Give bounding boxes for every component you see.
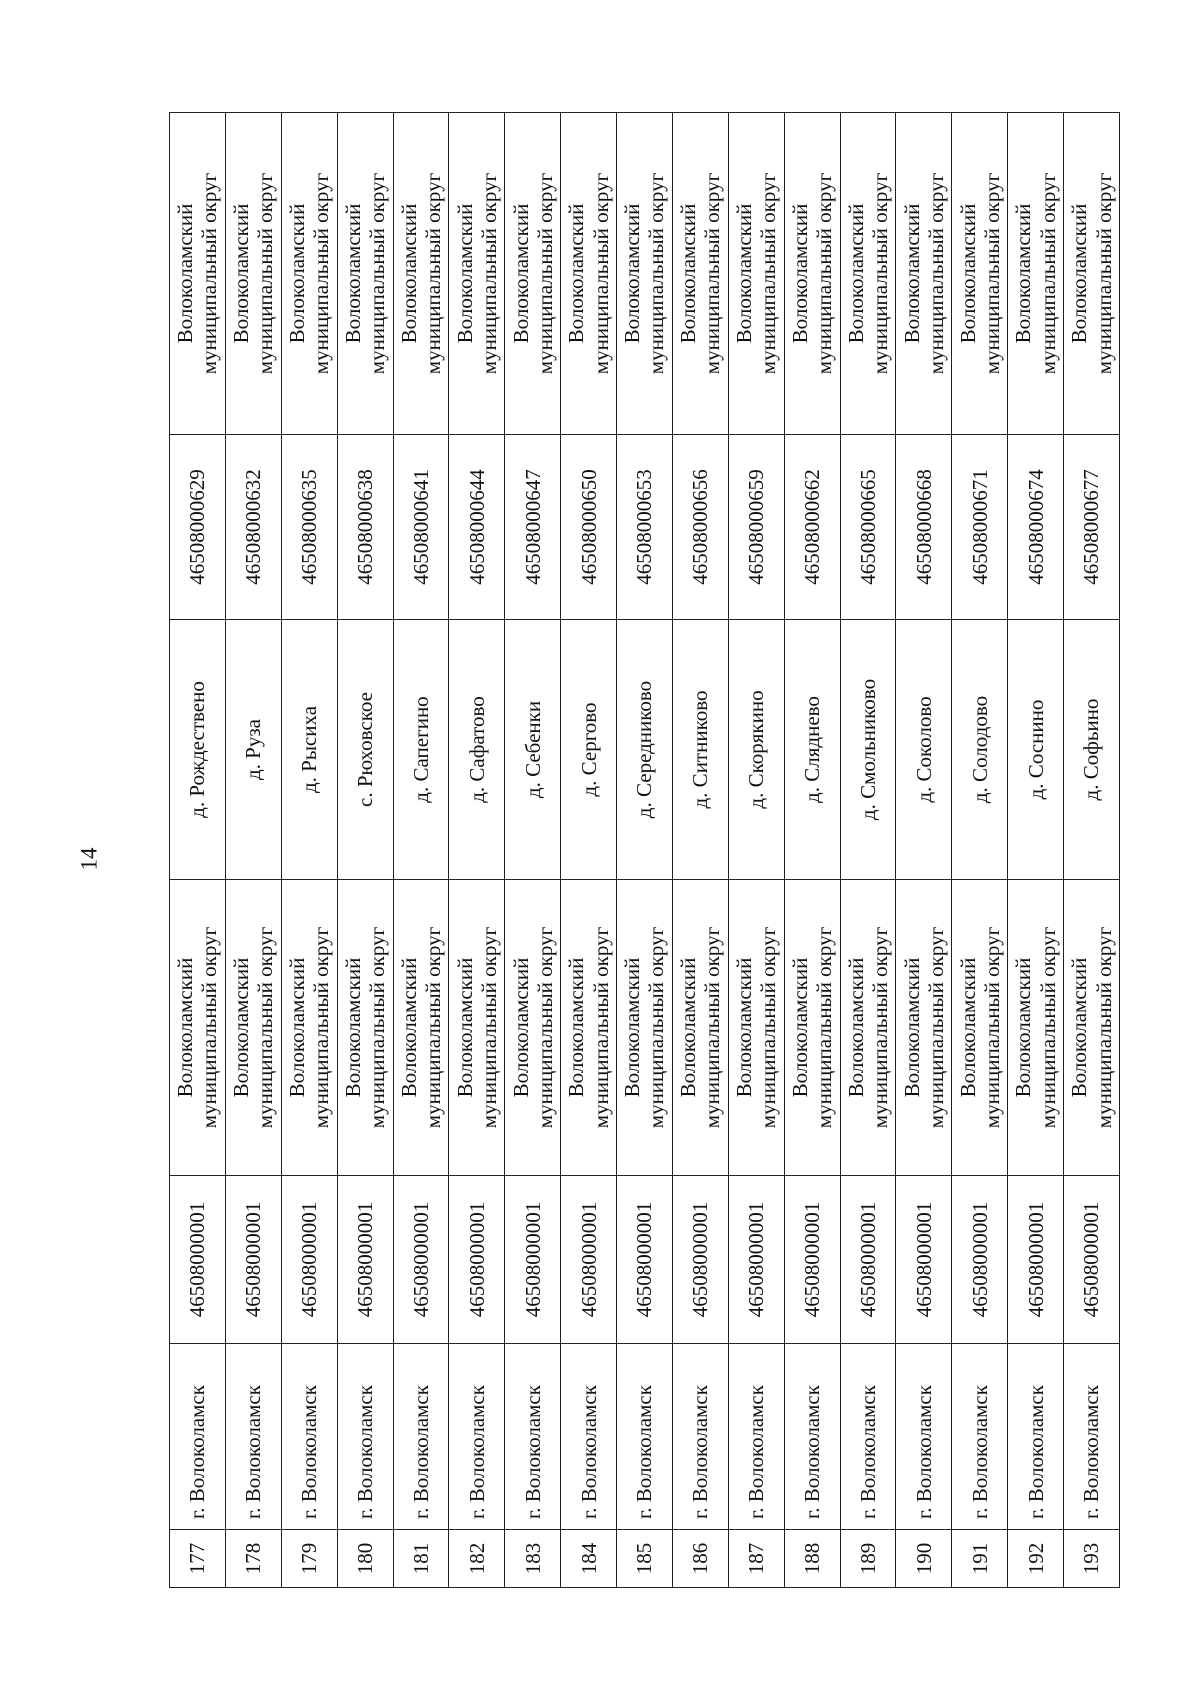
table-row bbox=[393, 113, 449, 1588]
city-code-cell: 46508000001 bbox=[952, 1176, 1008, 1344]
city-municipality-cell bbox=[617, 880, 673, 1176]
city-cell: г. Волоколамск bbox=[170, 1344, 226, 1530]
settlement-code-cell: 46508000632 bbox=[225, 435, 281, 620]
settlement-municipality-line: муниципальный округ bbox=[979, 172, 1004, 375]
city-code-cell: 46508000001 bbox=[505, 1176, 561, 1344]
row-number-cell: 182 bbox=[449, 1530, 505, 1588]
settlement-municipality-cell bbox=[1008, 113, 1064, 435]
city-municipality-cell bbox=[505, 880, 561, 1176]
settlement-municipality-cell bbox=[337, 113, 393, 435]
city-municipality-line: муниципальный округ bbox=[1091, 926, 1116, 1129]
settlement-municipality-line: муниципальный округ bbox=[476, 172, 501, 375]
city-cell: г. Волоколамск bbox=[1008, 1344, 1064, 1530]
city-municipality-line: муниципальный округ bbox=[309, 926, 334, 1129]
city-municipality-cell bbox=[449, 880, 505, 1176]
settlements-table bbox=[169, 112, 1120, 1588]
table-row bbox=[896, 113, 952, 1588]
settlement-municipality-line: муниципальный округ bbox=[867, 172, 892, 375]
table-row bbox=[617, 113, 673, 1588]
table-row bbox=[952, 113, 1008, 1588]
city-cell: г. Волоколамск bbox=[840, 1344, 896, 1530]
settlement-municipality-line: Волоколамский bbox=[508, 203, 533, 344]
table-body bbox=[170, 113, 1120, 1588]
city-municipality-cell bbox=[393, 880, 449, 1176]
city-municipality-line: Волоколамский bbox=[285, 957, 310, 1098]
city-code-cell: 46508000001 bbox=[728, 1176, 784, 1344]
settlement-cell: д. Соколово bbox=[896, 620, 952, 880]
city-code-cell: 46508000001 bbox=[561, 1176, 617, 1344]
city-code-cell: 46508000001 bbox=[449, 1176, 505, 1344]
settlement-cell: д. Сляднево bbox=[784, 620, 840, 880]
city-municipality-line: муниципальный округ bbox=[1035, 926, 1060, 1129]
row-number-cell: 183 bbox=[505, 1530, 561, 1588]
city-cell: г. Волоколамск bbox=[337, 1344, 393, 1530]
settlement-municipality-cell bbox=[672, 113, 728, 435]
city-municipality-line: Волоколамский bbox=[1011, 957, 1036, 1098]
table-row bbox=[840, 113, 896, 1588]
settlement-cell: д. Солодово bbox=[952, 620, 1008, 880]
settlement-cell: д. Сапегино bbox=[393, 620, 449, 880]
city-municipality-line: Волоколамский bbox=[899, 957, 924, 1098]
row-number-cell: 188 bbox=[784, 1530, 840, 1588]
row-number-cell: 186 bbox=[672, 1530, 728, 1588]
settlement-municipality-cell bbox=[505, 113, 561, 435]
settlement-municipality-line: Волоколамский bbox=[843, 203, 868, 344]
table-row bbox=[449, 113, 505, 1588]
settlement-municipality-line: Волоколамский bbox=[1067, 203, 1092, 344]
city-cell: г. Волоколамск bbox=[672, 1344, 728, 1530]
settlement-municipality-line: муниципальный округ bbox=[700, 172, 725, 375]
table-row bbox=[561, 113, 617, 1588]
city-cell: г. Волоколамск bbox=[225, 1344, 281, 1530]
city-cell: г. Волоколамск bbox=[728, 1344, 784, 1530]
settlement-municipality-cell bbox=[728, 113, 784, 435]
city-municipality-cell bbox=[1064, 880, 1120, 1176]
settlement-code-cell: 46508000677 bbox=[1064, 435, 1120, 620]
settlement-municipality-line: Волоколамский bbox=[564, 203, 589, 344]
table-row bbox=[170, 113, 226, 1588]
settlement-municipality-line: Волоколамский bbox=[396, 203, 421, 344]
settlement-municipality-line: муниципальный округ bbox=[532, 172, 557, 375]
settlement-code-cell: 46508000638 bbox=[337, 435, 393, 620]
settlement-municipality-cell bbox=[393, 113, 449, 435]
city-code-cell: 46508000001 bbox=[281, 1176, 337, 1344]
settlement-code-cell: 46508000671 bbox=[952, 435, 1008, 620]
settlement-municipality-cell bbox=[840, 113, 896, 435]
row-number-cell: 187 bbox=[728, 1530, 784, 1588]
city-municipality-line: муниципальный округ bbox=[812, 926, 837, 1129]
city-municipality-cell bbox=[784, 880, 840, 1176]
table-row bbox=[672, 113, 728, 1588]
settlement-code-cell: 46508000644 bbox=[449, 435, 505, 620]
city-municipality-line: муниципальный округ bbox=[756, 926, 781, 1129]
city-municipality-cell bbox=[337, 880, 393, 1176]
city-municipality-line: Волоколамский bbox=[843, 957, 868, 1098]
row-number-cell: 185 bbox=[617, 1530, 673, 1588]
city-municipality-line: Волоколамский bbox=[173, 957, 198, 1098]
city-cell: г. Волоколамск bbox=[784, 1344, 840, 1530]
city-municipality-line: Волоколамский bbox=[452, 957, 477, 1098]
city-municipality-cell bbox=[952, 880, 1008, 1176]
city-municipality-cell bbox=[672, 880, 728, 1176]
settlement-municipality-line: муниципальный округ bbox=[812, 172, 837, 375]
row-number-cell: 192 bbox=[1008, 1530, 1064, 1588]
row-number-cell: 178 bbox=[225, 1530, 281, 1588]
settlement-municipality-line: муниципальный округ bbox=[365, 172, 390, 375]
city-cell: г. Волоколамск bbox=[449, 1344, 505, 1530]
city-code-cell: 46508000001 bbox=[337, 1176, 393, 1344]
table-row bbox=[1008, 113, 1064, 1588]
city-code-cell: 46508000001 bbox=[225, 1176, 281, 1344]
city-municipality-line: муниципальный округ bbox=[867, 926, 892, 1129]
settlement-cell: д. Ситниково bbox=[672, 620, 728, 880]
city-cell: г. Волоколамск bbox=[617, 1344, 673, 1530]
city-municipality-line: Волоколамский bbox=[1067, 957, 1092, 1098]
row-number-cell: 179 bbox=[281, 1530, 337, 1588]
settlement-code-cell: 46508000668 bbox=[896, 435, 952, 620]
city-municipality-cell bbox=[281, 880, 337, 1176]
city-municipality-line: муниципальный округ bbox=[253, 926, 278, 1129]
settlement-cell: д. Сергово bbox=[561, 620, 617, 880]
city-municipality-line: Волоколамский bbox=[732, 957, 757, 1098]
city-municipality-line: муниципальный округ bbox=[644, 926, 669, 1129]
city-code-cell: 46508000001 bbox=[784, 1176, 840, 1344]
settlement-municipality-line: муниципальный округ bbox=[197, 172, 222, 375]
settlement-municipality-cell bbox=[1064, 113, 1120, 435]
city-cell: г. Волоколамск bbox=[505, 1344, 561, 1530]
row-number-cell: 193 bbox=[1064, 1530, 1120, 1588]
city-code-cell: 46508000001 bbox=[617, 1176, 673, 1344]
settlement-municipality-line: Волоколамский bbox=[787, 203, 812, 344]
city-cell: г. Волоколамск bbox=[896, 1344, 952, 1530]
table-row bbox=[337, 113, 393, 1588]
settlement-municipality-line: муниципальный округ bbox=[1035, 172, 1060, 375]
table-row bbox=[728, 113, 784, 1588]
city-code-cell: 46508000001 bbox=[1064, 1176, 1120, 1344]
city-code-cell: 46508000001 bbox=[840, 1176, 896, 1344]
row-number-cell: 181 bbox=[393, 1530, 449, 1588]
row-number-cell: 184 bbox=[561, 1530, 617, 1588]
settlement-code-cell: 46508000665 bbox=[840, 435, 896, 620]
city-municipality-cell bbox=[225, 880, 281, 1176]
settlement-municipality-cell bbox=[896, 113, 952, 435]
settlement-municipality-cell bbox=[449, 113, 505, 435]
settlement-municipality-line: муниципальный округ bbox=[309, 172, 334, 375]
city-municipality-line: муниципальный округ bbox=[197, 926, 222, 1129]
city-municipality-line: муниципальный округ bbox=[979, 926, 1004, 1129]
city-municipality-line: Волоколамский bbox=[229, 957, 254, 1098]
city-municipality-cell bbox=[561, 880, 617, 1176]
settlement-code-cell: 46508000659 bbox=[728, 435, 784, 620]
city-municipality-line: Волоколамский bbox=[787, 957, 812, 1098]
settlement-municipality-cell bbox=[952, 113, 1008, 435]
settlement-code-cell: 46508000662 bbox=[784, 435, 840, 620]
city-municipality-line: муниципальный округ bbox=[476, 926, 501, 1129]
city-cell: г. Волоколамск bbox=[1064, 1344, 1120, 1530]
settlement-municipality-line: Волоколамский bbox=[340, 203, 365, 344]
settlement-municipality-line: Волоколамский bbox=[173, 203, 198, 344]
row-number-cell: 189 bbox=[840, 1530, 896, 1588]
settlement-municipality-line: муниципальный округ bbox=[588, 172, 613, 375]
city-code-cell: 46508000001 bbox=[1008, 1176, 1064, 1344]
settlement-cell: д. Соснино bbox=[1008, 620, 1064, 880]
settlement-cell: д. Сафатово bbox=[449, 620, 505, 880]
city-municipality-line: Волоколамский bbox=[620, 957, 645, 1098]
settlement-municipality-cell bbox=[281, 113, 337, 435]
settlement-municipality-line: муниципальный округ bbox=[644, 172, 669, 375]
city-code-cell: 46508000001 bbox=[393, 1176, 449, 1344]
settlement-municipality-cell bbox=[617, 113, 673, 435]
settlement-municipality-line: муниципальный округ bbox=[923, 172, 948, 375]
settlement-municipality-line: муниципальный округ bbox=[253, 172, 278, 375]
city-code-cell: 46508000001 bbox=[672, 1176, 728, 1344]
settlement-code-cell: 46508000653 bbox=[617, 435, 673, 620]
city-municipality-line: муниципальный округ bbox=[420, 926, 445, 1129]
settlement-cell: д. Себенки bbox=[505, 620, 561, 880]
settlements-table-container bbox=[169, 113, 1120, 1588]
settlement-municipality-line: Волоколамский bbox=[1011, 203, 1036, 344]
settlement-municipality-cell bbox=[225, 113, 281, 435]
row-number-cell: 177 bbox=[170, 1530, 226, 1588]
city-municipality-cell bbox=[728, 880, 784, 1176]
city-municipality-line: муниципальный округ bbox=[588, 926, 613, 1129]
settlement-municipality-line: Волоколамский bbox=[955, 203, 980, 344]
city-municipality-line: муниципальный округ bbox=[923, 926, 948, 1129]
settlement-code-cell: 46508000656 bbox=[672, 435, 728, 620]
settlement-municipality-line: Волоколамский bbox=[452, 203, 477, 344]
settlement-cell: с. Рюховское bbox=[337, 620, 393, 880]
settlement-municipality-line: Волоколамский bbox=[676, 203, 701, 344]
city-cell: г. Волоколамск bbox=[561, 1344, 617, 1530]
table-row bbox=[1064, 113, 1120, 1588]
table-row bbox=[225, 113, 281, 1588]
city-code-cell: 46508000001 bbox=[896, 1176, 952, 1344]
settlement-municipality-line: муниципальный округ bbox=[756, 172, 781, 375]
settlement-municipality-line: Волоколамский bbox=[229, 203, 254, 344]
city-cell: г. Волоколамск bbox=[281, 1344, 337, 1530]
settlement-code-cell: 46508000674 bbox=[1008, 435, 1064, 620]
row-number-cell: 190 bbox=[896, 1530, 952, 1588]
city-municipality-cell bbox=[170, 880, 226, 1176]
city-municipality-line: Волоколамский bbox=[676, 957, 701, 1098]
settlement-code-cell: 46508000629 bbox=[170, 435, 226, 620]
city-municipality-line: Волоколамский bbox=[508, 957, 533, 1098]
settlement-cell: д. Рысиха bbox=[281, 620, 337, 880]
row-number-cell: 191 bbox=[952, 1530, 1008, 1588]
settlement-municipality-line: муниципальный округ bbox=[1091, 172, 1116, 375]
city-municipality-line: Волоколамский bbox=[564, 957, 589, 1098]
city-cell: г. Волоколамск bbox=[393, 1344, 449, 1530]
city-municipality-line: Волоколамский bbox=[955, 957, 980, 1098]
city-municipality-cell bbox=[1008, 880, 1064, 1176]
city-municipality-line: муниципальный округ bbox=[700, 926, 725, 1129]
settlement-cell: д. Середниково bbox=[617, 620, 673, 880]
city-code-cell: 46508000001 bbox=[170, 1176, 226, 1344]
row-number-cell: 180 bbox=[337, 1530, 393, 1588]
settlement-cell: д. Руза bbox=[225, 620, 281, 880]
settlement-cell: д. Смольниково bbox=[840, 620, 896, 880]
city-municipality-line: муниципальный округ bbox=[365, 926, 390, 1129]
settlement-municipality-cell bbox=[170, 113, 226, 435]
settlement-municipality-line: Волоколамский bbox=[732, 203, 757, 344]
city-municipality-line: муниципальный округ bbox=[532, 926, 557, 1129]
page-number: 14 bbox=[76, 847, 102, 871]
settlement-municipality-line: Волоколамский bbox=[285, 203, 310, 344]
settlement-cell: д. Софьино bbox=[1064, 620, 1120, 880]
city-municipality-line: Волоколамский bbox=[396, 957, 421, 1098]
city-municipality-line: Волоколамский bbox=[340, 957, 365, 1098]
settlement-municipality-line: Волоколамский bbox=[899, 203, 924, 344]
city-municipality-cell bbox=[840, 880, 896, 1176]
table-row bbox=[784, 113, 840, 1588]
settlement-municipality-cell bbox=[561, 113, 617, 435]
city-municipality-cell bbox=[896, 880, 952, 1176]
table-row bbox=[281, 113, 337, 1588]
settlement-cell: д. Рождествено bbox=[170, 620, 226, 880]
settlement-code-cell: 46508000647 bbox=[505, 435, 561, 620]
settlement-cell: д. Скорякино bbox=[728, 620, 784, 880]
settlement-code-cell: 46508000650 bbox=[561, 435, 617, 620]
settlement-code-cell: 46508000635 bbox=[281, 435, 337, 620]
settlement-code-cell: 46508000641 bbox=[393, 435, 449, 620]
settlement-municipality-line: муниципальный округ bbox=[420, 172, 445, 375]
table-row bbox=[505, 113, 561, 1588]
city-cell: г. Волоколамск bbox=[952, 1344, 1008, 1530]
settlement-municipality-line: Волоколамский bbox=[620, 203, 645, 344]
settlement-municipality-cell bbox=[784, 113, 840, 435]
